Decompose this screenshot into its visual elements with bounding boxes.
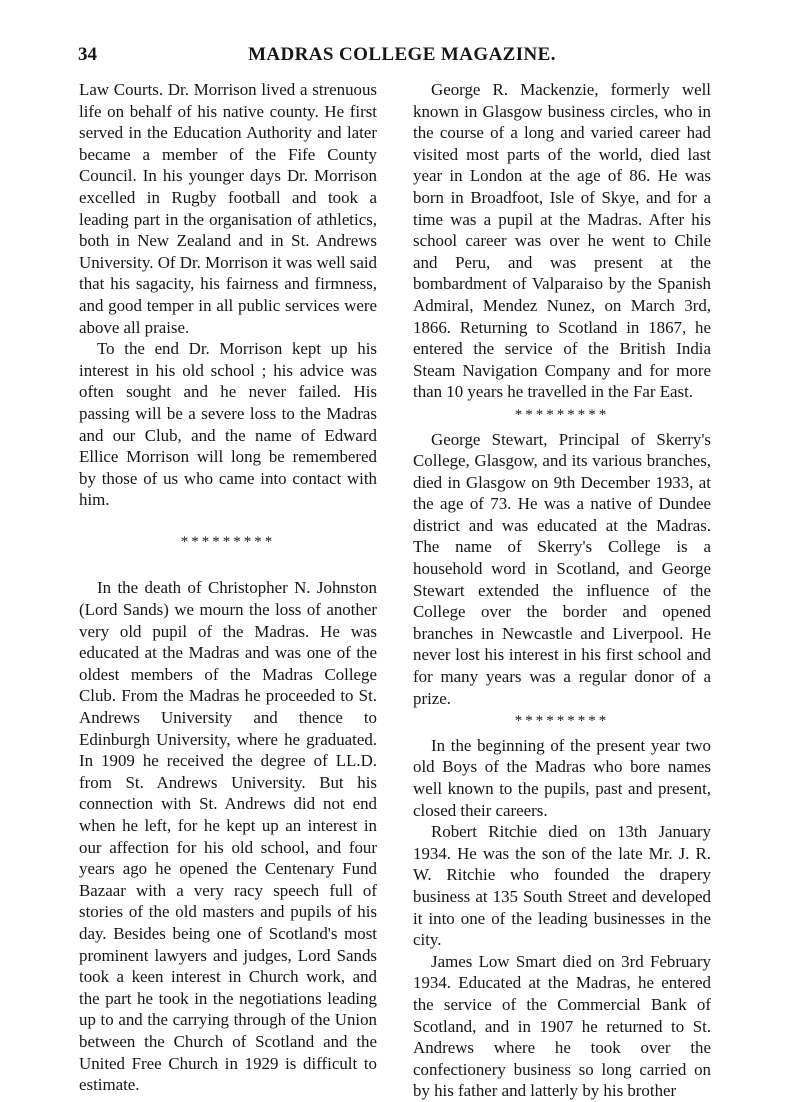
section-separator: *********	[180, 533, 276, 550]
section-separator: *********	[514, 713, 610, 730]
magazine-title: MADRAS COLLEGE MAGAZINE.	[248, 44, 556, 65]
paragraph-james-smart: James Low Smart died on 3rd February 1934. Educated at the Madras, he entered the service of the Commercial Bank of Scotland, and in 1907 he returned to St. Andrews where he took over the confectionery business so long carried on by his father and latterly by his brother	[413, 951, 711, 1101]
paragraph-morrison-tribute: To the end Dr. Morrison kept up his interest in his old school ; his advice was often sought and he never failed. His passing will be a severe loss to the Madras and our Club, and the name of Edward Ellice Morrison will long be remembered by those of us who came into contact with him.	[79, 339, 377, 510]
paragraph-robert-ritchie: Robert Ritchie died on 13th January 1934. He was the son of the late Mr. J. R. W. Ritchie who founded the drapery business at 135 South Street and developed it into one of the leading businesses in the city.	[413, 822, 711, 950]
left-column	[79, 79, 377, 1096]
page-header	[78, 44, 726, 72]
paragraph-stewart: George Stewart, Principal of Skerry's College, Glasgow, and its various branches, died in Glasgow on 9th December 1933, at the age of 73. He was a native of Dundee district and was educated at the Madras. The name of Skerry's College is a household word in Scotland, and George Stewart extended the influence of the College over the border and opened branches in Newcastle and Liverpool. He never lost his interest in his first school and for many years was a regular donor of a prize.	[413, 429, 711, 708]
paragraph-two-old-boys: In the beginning of the present year two old Boys of the Madras who bore names well known to the pupils, past and present, closed their careers.	[413, 735, 711, 820]
section-separator: *********	[514, 406, 610, 423]
page-number: 34	[78, 44, 97, 65]
right-column	[413, 79, 711, 1102]
paragraph-mackenzie: George R. Mackenzie, formerly well known in Glasgow business circles, who in the course of a long and varied career had visited most parts of the world, died last year in London at the age of 86. He was born in Broadfoot, Isle of Skye, and for a time was a pupil at the Madras. After his school career was over he went to Chile and Peru, and was present at the bombardment of Valparaiso by the Spanish Admiral, Mendez Nunez, on March 3rd, 1866. Returning to Scotland in 1867, he entered the service of the British India Steam Navigation Company and for more than 10 years he travelled in the Far East.	[413, 80, 711, 402]
paragraph-morrison-career: Law Courts. Dr. Morrison lived a strenuous life on behalf of his native county. He first served in the Education Authority and later became a member of the Fife County Council. In his younger days Dr. Morrison excelled in Rugby football and took a leading part in the organisation of athletics, both in New Zealand and in St. Andrews University. Of Dr. Morrison it was well said that his sagacity, his fairness and firmness, and good temper in all public services were above all praise.	[79, 80, 377, 337]
paragraph-lord-sands: In the death of Christopher N. Johnston (Lord Sands) we mourn the loss of another very old pupil of the Madras. He was educated at the Madras and was one of the oldest members of the Madras College Club. From the Madras he proceeded to St. Andrews University and thence to Edinburgh University, where he graduated. In 1909 he received the degree of LL.D. from St. Andrews University. But his connection with St. Andrews did not end when he left, for he kept up an interest in our affection for his old school, and four years ago he opened the Centenary Fund Bazaar with a very racy speech full of stories of the old masters and pupils of his day. Besides being one of Scotland's most prominent lawyers and judges, Lord Sands took a keen interest in Church work, and the part he took in the negotiations leading up to and the carrying through of the Union between the Church of Scotland and the United Free Church in 1929 is difficult to estimate.	[79, 578, 377, 1095]
